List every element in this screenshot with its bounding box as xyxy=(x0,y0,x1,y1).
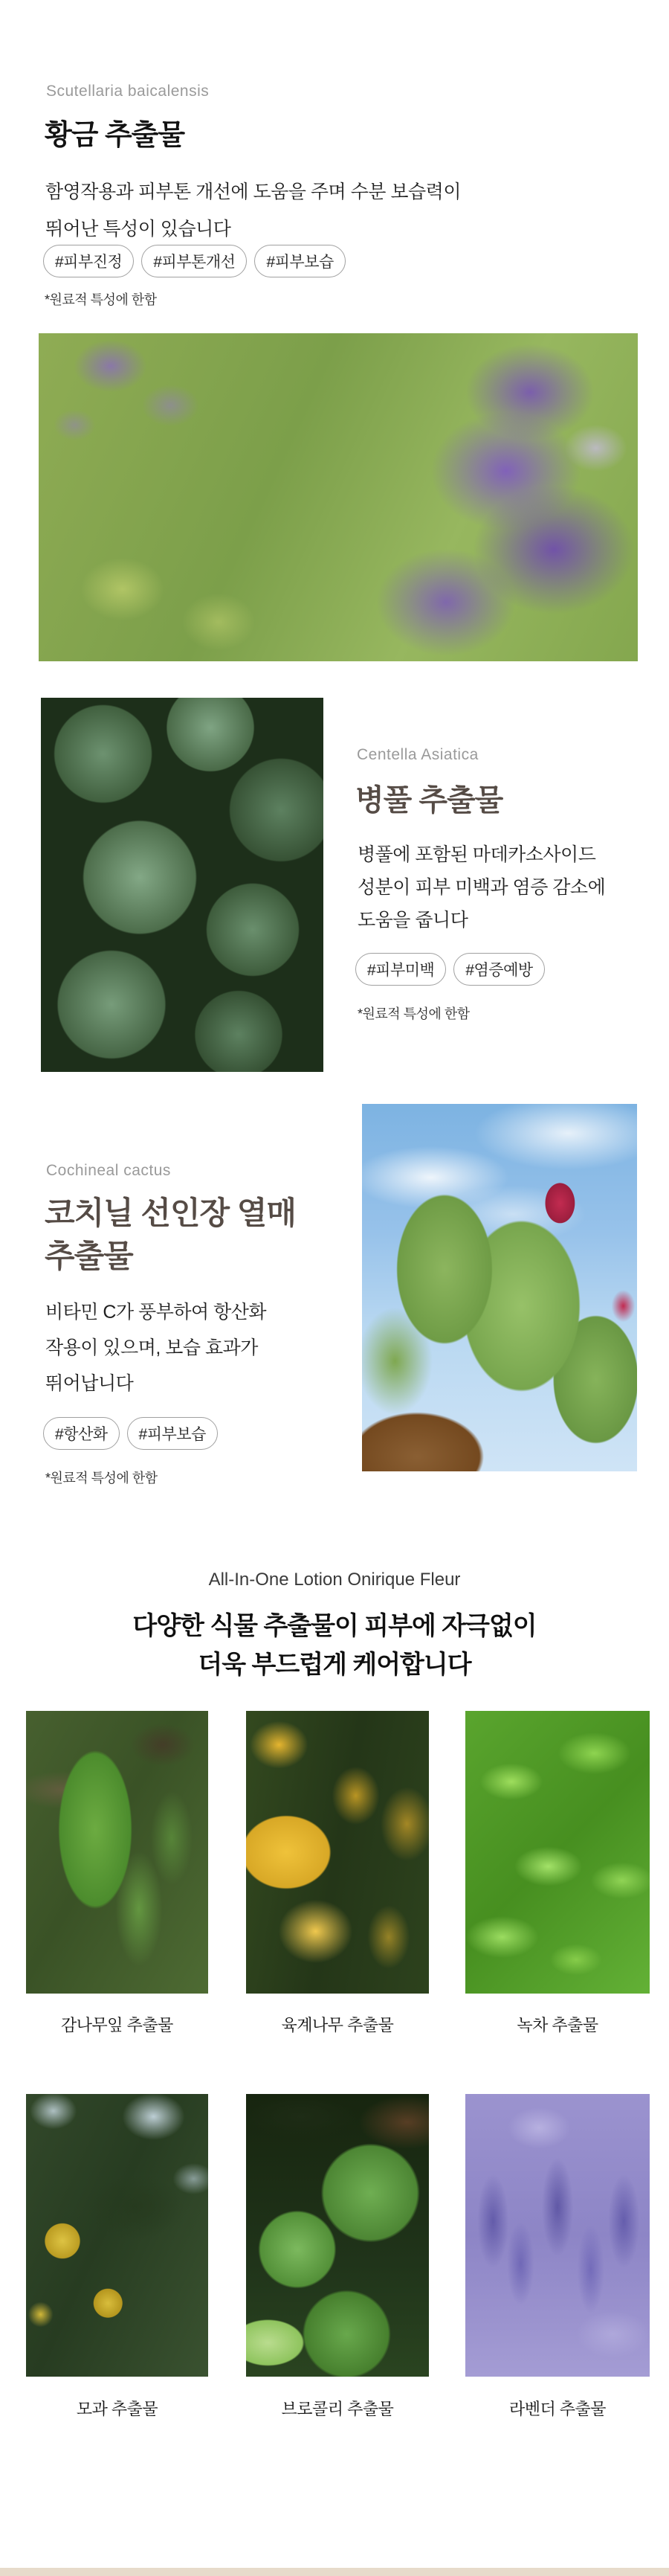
scutellaria-subtitle: Scutellaria baicalensis xyxy=(46,83,210,100)
lotion-heading-line2: 더욱 부드럽게 케어합니다 xyxy=(198,1651,471,1679)
tag-pill-skin-soothing: #피부진정 xyxy=(43,245,134,277)
extract-caption-cinnamon-tree: 육계나무 추출물 xyxy=(281,2016,394,2034)
tag-pill-skin-brightening: #피부미백 xyxy=(355,953,446,986)
centella-leaf-photo xyxy=(41,698,323,1072)
extract-caption-lavender: 라벤더 추출물 xyxy=(508,2400,607,2418)
tag-pill-antioxidant: #항산화 xyxy=(43,1417,120,1450)
tag-pill-skin-tone: #피부톤개선 xyxy=(141,245,247,277)
next-section-top-edge xyxy=(0,2568,669,2576)
centella-disclaimer: *원료적 특성에 한함 xyxy=(358,1006,470,1021)
centella-description xyxy=(358,838,605,937)
centella-description-line2: 성분이 피부 미백과 염증 감소에 xyxy=(358,877,606,898)
extract-photo-persimmon-leaf xyxy=(26,1711,208,1994)
extract-photo-cinnamon-tree xyxy=(246,1711,429,1994)
tag-pill-skin-moisture: #피부보습 xyxy=(254,245,345,277)
extract-photo-broccoli xyxy=(246,2094,429,2377)
cochineal-title xyxy=(45,1192,296,1278)
centella-description-line1: 병풀에 포함된 마데카소사이드 xyxy=(358,844,596,865)
scutellaria-tag-list xyxy=(43,245,346,277)
centella-tag-list xyxy=(355,953,545,986)
cochineal-cactus-photo xyxy=(362,1104,637,1471)
extract-caption-persimmon-leaf: 감나무잎 추출물 xyxy=(61,2016,173,2034)
centella-subtitle: Centella Asiatica xyxy=(357,746,479,763)
extract-photo-lavender xyxy=(465,2094,650,2377)
cochineal-description-line1: 비타민 C가 풍부하여 항산화 xyxy=(45,1302,267,1323)
tag-pill-skin-moisture2: #피부보습 xyxy=(127,1417,218,1450)
tag-pill-inflammation-prevention: #염증예방 xyxy=(453,953,544,986)
cochineal-description-line2: 작용이 있으며, 보습 효과가 xyxy=(45,1337,258,1358)
cochineal-title-line2: 추출물 xyxy=(45,1239,133,1273)
lotion-subtitle: All-In-One Lotion Onirique Fleur xyxy=(208,1570,461,1590)
cochineal-subtitle: Cochineal cactus xyxy=(46,1162,171,1179)
scutellaria-flower-photo xyxy=(39,333,638,661)
cochineal-description-line3: 뛰어납니다 xyxy=(45,1373,134,1394)
scutellaria-description-line1: 함영작용과 피부톤 개선에 도움을 주며 수분 보습력이 xyxy=(45,182,461,202)
extract-photo-green-tea xyxy=(465,1711,650,1994)
cochineal-title-line1: 코치닐 선인장 열매 xyxy=(45,1195,296,1230)
scutellaria-description xyxy=(45,173,461,248)
cochineal-disclaimer: *원료적 특성에 한함 xyxy=(45,1471,158,1485)
extract-caption-broccoli: 브로콜리 추출물 xyxy=(281,2400,394,2418)
cochineal-description xyxy=(45,1294,266,1401)
centella-title: 병풀 추출물 xyxy=(355,784,503,817)
centella-description-line3: 도움을 줍니다 xyxy=(358,910,468,931)
scutellaria-description-line2: 뛰어난 특성이 있습니다 xyxy=(45,219,231,240)
extract-caption-quince: 모과 추출물 xyxy=(76,2400,158,2418)
scutellaria-title: 황금 추출물 xyxy=(45,120,185,151)
scutellaria-disclaimer: *원료적 특성에 한함 xyxy=(45,292,157,307)
extract-photo-quince xyxy=(26,2094,208,2377)
lotion-heading-line1: 다양한 식물 추출물이 피부에 자극없이 xyxy=(132,1612,537,1640)
cochineal-tag-list xyxy=(43,1417,218,1450)
extract-caption-green-tea: 녹차 추출물 xyxy=(517,2016,598,2034)
